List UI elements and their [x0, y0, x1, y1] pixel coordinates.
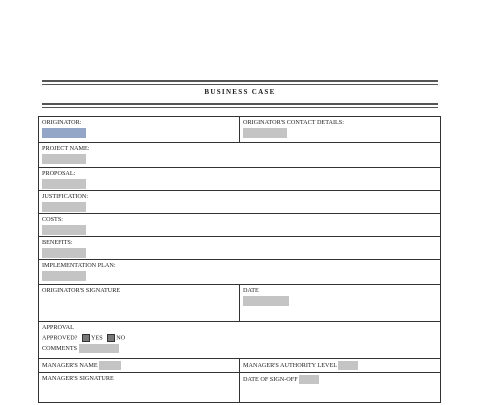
- date-label: DATE: [243, 287, 259, 294]
- manager-signature-cell: [39, 373, 240, 403]
- comments-label: COMMENTS: [42, 345, 78, 353]
- no-label: NO: [116, 334, 126, 342]
- approved-label: APPROVED?: [42, 334, 78, 342]
- benefits-label: BENEFITS:: [42, 239, 73, 246]
- top-rule-thick: [42, 80, 438, 82]
- originator-field[interactable]: [42, 128, 86, 138]
- originator-signature-cell: [39, 285, 240, 322]
- justification-cell: [39, 191, 441, 214]
- project-name-cell: [39, 143, 441, 168]
- manager-name-field[interactable]: [99, 361, 121, 370]
- benefits-cell: [39, 237, 441, 260]
- top-rule-thin: [42, 84, 438, 85]
- proposal-field[interactable]: [42, 179, 86, 189]
- project-name-label: PROJECT NAME:: [42, 145, 90, 152]
- originator-label: ORIGINATOR:: [42, 119, 82, 126]
- project-name-field[interactable]: [42, 154, 86, 164]
- approval-label: APPROVAL: [42, 324, 74, 331]
- implementation-plan-field[interactable]: [42, 271, 86, 281]
- title-rule-thick: [42, 103, 438, 105]
- no-checkbox[interactable]: [107, 334, 115, 342]
- date-signoff-label: DATE OF SIGN-OFF: [243, 375, 298, 383]
- originator-signature-label: ORIGINATOR'S SIGNATURE: [42, 287, 121, 294]
- benefits-field[interactable]: [42, 248, 86, 258]
- justification-label: JUSTIFICATION:: [42, 193, 89, 200]
- originator-contact-cell: [240, 117, 441, 143]
- justification-field[interactable]: [42, 202, 86, 212]
- manager-name-cell: [39, 359, 240, 373]
- approval-cell: [39, 322, 441, 359]
- originator-contact-field[interactable]: [243, 128, 287, 138]
- manager-authority-label: MANAGER'S AUTHORITY LEVEL: [243, 361, 337, 369]
- proposal-cell: [39, 168, 441, 191]
- approved-line: [42, 334, 437, 342]
- comments-line: [42, 344, 437, 353]
- date-field[interactable]: [243, 296, 289, 306]
- costs-label: COSTS:: [42, 216, 63, 223]
- manager-authority-field[interactable]: [338, 361, 358, 370]
- implementation-plan-label: IMPLEMENTATION PLAN:: [42, 262, 116, 269]
- date-cell: [240, 285, 441, 322]
- originator-cell: [39, 117, 240, 143]
- comments-field[interactable]: [79, 344, 119, 353]
- date-signoff-cell: [240, 373, 441, 403]
- manager-signature-label: MANAGER'S SIGNATURE: [42, 375, 114, 382]
- manager-name-label: MANAGER'S NAME: [42, 361, 98, 369]
- proposal-label: PROPOSAL:: [42, 170, 76, 177]
- date-signoff-field[interactable]: [299, 375, 319, 384]
- costs-cell: [39, 214, 441, 237]
- implementation-plan-cell: [39, 260, 441, 285]
- yes-checkbox[interactable]: [82, 334, 90, 342]
- manager-authority-cell: [240, 359, 441, 373]
- business-case-form: [38, 116, 441, 403]
- title-rule-thin: [42, 107, 438, 108]
- document-title: BUSINESS CASE: [204, 88, 276, 96]
- originator-contact-label: ORIGINATOR'S CONTACT DETAILS:: [243, 119, 344, 126]
- costs-field[interactable]: [42, 225, 86, 235]
- yes-label: YES: [90, 334, 103, 342]
